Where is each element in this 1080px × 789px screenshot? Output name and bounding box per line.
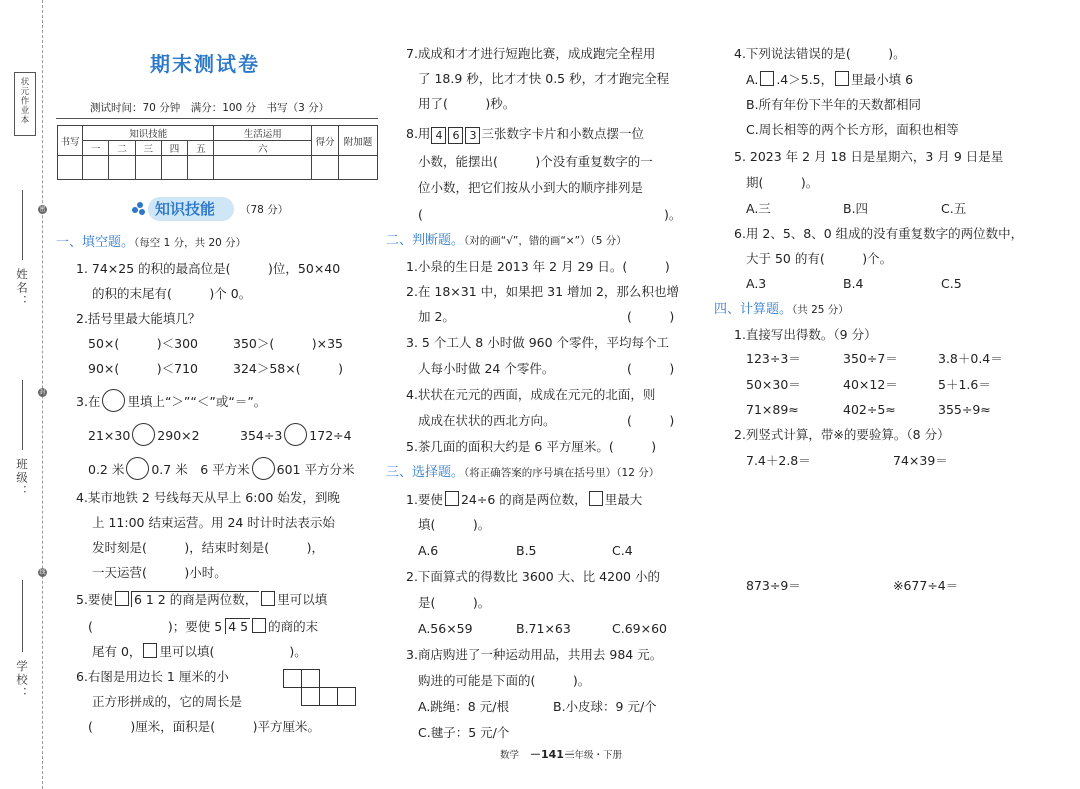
q7-line: 7.成成和才才进行短跑比赛，成成跑完全程用 <box>406 46 656 61</box>
q1-line: 的积的末尾有( )个 0。 <box>92 286 252 301</box>
c1-text: 里最大 <box>604 492 643 507</box>
class-label: 班级： <box>15 458 29 499</box>
choice-option[interactable]: C.周长相等的两个长方形，面积也相等 <box>746 122 959 137</box>
judge-item: 4.状状在元元的西面，成成在元元的北面，则 <box>406 387 656 402</box>
c4-text: 里最小填 6 <box>851 72 914 87</box>
score-total: 得分 <box>312 126 339 156</box>
score-col: 五 <box>188 141 214 156</box>
section-3-note: （将正确答案的序号填在括号里）（12 分） <box>464 467 660 479</box>
score-cell[interactable] <box>214 156 312 180</box>
c4-text: .4＞5.5， <box>776 72 834 87</box>
q5-text: 里可以填( )。 <box>159 644 307 659</box>
choice-option[interactable]: A.56×59 <box>418 621 473 636</box>
q5-line <box>76 591 327 608</box>
school-label: 学校： <box>15 660 29 701</box>
choice-option[interactable]: C.毽子：5 元/个 <box>418 725 510 740</box>
calc-item: 355÷9≈ <box>938 402 991 417</box>
q3-expr: 601 平方分米 <box>276 462 355 477</box>
q5-division: 4 5 <box>225 618 250 634</box>
section-2-title <box>386 233 627 249</box>
test-info: 测试时间：70 分钟 满分：100 分 书写（3 分） <box>90 102 330 114</box>
section-1-note: （每空 1 分，共 20 分） <box>134 237 247 249</box>
choice-item: 是( )。 <box>418 595 491 610</box>
circle-blank[interactable] <box>252 457 275 480</box>
q2-line: 2.括号里最大能填几？ <box>76 311 201 326</box>
section-badge-points: （78 分） <box>240 204 289 216</box>
dots-icon <box>132 202 148 216</box>
calc-item: 50×30＝ <box>746 377 801 392</box>
calc-item: 40×12＝ <box>843 377 898 392</box>
calc-item: ※677÷4＝ <box>893 578 959 593</box>
box-blank[interactable] <box>115 591 129 606</box>
score-knowledge: 知识技能 <box>83 126 214 141</box>
score-cell[interactable] <box>109 156 135 180</box>
calc-heading: 1.直接写出得数。（9 分） <box>734 327 877 342</box>
choice-option[interactable]: B.5 <box>516 543 537 558</box>
name-label: 姓名： <box>15 268 29 309</box>
judge-item: 1.小泉的生日是 2013 年 2 月 29 日。( ) <box>406 259 670 274</box>
score-life: 生活运用 <box>214 126 312 141</box>
section-4-note: （共 25 分） <box>792 304 849 316</box>
choice-option[interactable]: B.71×63 <box>516 621 571 636</box>
choice-item: 6.用 2、5、8、0 组成的没有重复数字的两位数中， <box>734 226 1024 241</box>
q8-text: 三张数字卡片和小数点摆一位 <box>481 126 644 141</box>
q5-line <box>88 618 318 635</box>
q6-line: 正方形拼成的，它的周长是 <box>92 694 243 709</box>
judge-item: 2.在 18×31 中，如果把 31 增加 2，那么积也增 <box>406 284 679 299</box>
c1-text: 24÷6 的商是两位数， <box>460 492 587 507</box>
q3-expr: 354÷3 <box>240 428 283 443</box>
choice-item <box>406 491 642 508</box>
calc-item: 5＋1.6＝ <box>938 377 991 392</box>
q3-line <box>76 389 266 412</box>
q3-expr: 290×2 <box>157 428 200 443</box>
choice-option[interactable] <box>746 71 913 88</box>
q3-expr: 0.2 米 <box>88 462 125 477</box>
score-col: 一 <box>83 141 109 156</box>
calc-heading: 2.列竖式计算，带※的要验算。（8 分） <box>734 427 950 442</box>
score-cell[interactable] <box>135 156 161 180</box>
section-3-title <box>386 465 659 481</box>
q5-text: 5.要使 <box>76 592 113 607</box>
q2-item: 350＞( )×35 <box>233 336 343 351</box>
answer-paren[interactable]: ( ) <box>627 309 675 324</box>
section-4-heading: 四、计算题。 <box>714 302 793 317</box>
answer-paren[interactable]: ( ) <box>627 361 675 376</box>
q7-line: 用了( )秒。 <box>418 96 516 111</box>
section-2-heading: 二、判断题。 <box>386 233 465 248</box>
calc-item: 350÷7＝ <box>843 351 898 366</box>
score-cell[interactable] <box>339 156 378 180</box>
q2-item: 324＞58×( ) <box>233 361 343 376</box>
score-cell[interactable] <box>161 156 187 180</box>
q3-expr: 172÷4 <box>309 428 352 443</box>
q4-line: 发时刻是( )，结束时刻是( )， <box>92 540 325 555</box>
choice-option[interactable]: C.五 <box>941 201 967 216</box>
q3-prefix: 3.在 <box>76 394 101 409</box>
box-blank[interactable] <box>261 591 275 606</box>
judge-item: 人每小时做 24 个零件。 <box>418 361 555 376</box>
q5-text: 里可以填 <box>277 592 328 607</box>
choice-option[interactable]: B.四 <box>843 201 869 216</box>
digit-card: 6 <box>448 127 463 144</box>
q8-paren-close: )。 <box>664 207 682 222</box>
page-number: －141－ <box>530 748 575 761</box>
choice-item: 3.商店购进了一种运动用品，共用去 984 元。 <box>406 647 663 662</box>
q3-item <box>240 423 352 446</box>
q7-line: 了 18.9 秒，比才才快 0.5 秒，才才跑完全程 <box>418 71 670 86</box>
box-blank[interactable] <box>143 643 157 658</box>
circle-blank[interactable] <box>132 423 155 446</box>
box-blank <box>835 71 849 86</box>
box-blank[interactable] <box>252 618 266 633</box>
calc-item: 873÷9＝ <box>746 578 801 593</box>
circle-blank[interactable] <box>284 423 307 446</box>
circle-blank[interactable] <box>102 389 125 412</box>
info-rule <box>56 118 378 119</box>
score-table <box>57 125 378 180</box>
q4-line: 一天运营( )小时。 <box>92 565 227 580</box>
score-col: 三 <box>135 141 161 156</box>
name-line <box>22 190 23 260</box>
choice-item: 期( )。 <box>746 175 819 190</box>
score-cell[interactable] <box>58 156 83 180</box>
page-title: 期末测试卷 <box>150 52 260 76</box>
calc-item: 7.4＋2.8＝ <box>746 453 811 468</box>
c1-text: 1.要使 <box>406 492 443 507</box>
q6-line: 6.右图是用边长 1 厘米的小 <box>76 669 229 684</box>
choice-item: 5. 2023 年 2 月 18 日是星期六，3 月 9 日是星 <box>734 149 1004 164</box>
q3-item <box>88 423 200 446</box>
q2-item: 90×( )＜710 <box>88 361 198 376</box>
choice-option[interactable]: C.69×60 <box>612 621 667 636</box>
q2-item: 50×( )＜300 <box>88 336 198 351</box>
q3-suffix: 里填上“＞”“＜”或“＝”。 <box>127 394 267 409</box>
box-blank[interactable] <box>445 491 459 506</box>
choice-option[interactable]: B.4 <box>843 276 864 291</box>
digit-card: 4 <box>431 127 446 144</box>
score-writing: 书写 <box>58 126 83 156</box>
section-3-heading: 三、选择题。 <box>386 465 465 480</box>
circle-blank[interactable] <box>126 457 149 480</box>
q5-division: 6 1 2 的商是两位数， <box>131 591 259 607</box>
q8-line: 位小数，把它们按从小到大的顺序排列是 <box>418 180 644 195</box>
choice-item: 大于 50 的有( )个。 <box>746 251 893 266</box>
q5-line <box>92 643 307 660</box>
score-cell[interactable] <box>188 156 214 180</box>
q6-line: ( )厘米，面积是( )平方厘米。 <box>88 719 321 734</box>
choice-item: 填( )。 <box>418 517 491 532</box>
school-line <box>22 580 23 652</box>
choice-option[interactable]: C.4 <box>612 543 633 558</box>
score-col: 二 <box>109 141 135 156</box>
choice-option[interactable]: B.小皮球：9 元/个 <box>553 699 657 714</box>
calc-item: 74×39＝ <box>893 453 948 468</box>
q8-line: 小数，能摆出( )个没有重复数字的一 <box>418 154 653 169</box>
section-4-title <box>714 302 849 318</box>
digit-card: 3 <box>465 127 480 144</box>
choice-option[interactable]: B.所有年份下半年的天数都相同 <box>746 97 922 112</box>
choice-option[interactable]: C.5 <box>941 276 962 291</box>
choice-option[interactable]: A.6 <box>418 543 439 558</box>
score-cell[interactable] <box>312 156 339 180</box>
q4-line: 4.某市地铁 2 号线每天从早上 6:00 始发，到晚 <box>76 490 340 505</box>
q8-line <box>406 126 644 144</box>
answer-paren[interactable]: ( ) <box>627 413 675 428</box>
choice-item: 购进的可能是下面的( )。 <box>418 673 591 688</box>
calc-item: 402÷5≈ <box>843 402 896 417</box>
footer-grade: 三年级・下册 <box>565 750 623 761</box>
choice-option[interactable]: A.跳绳：8 元/根 <box>418 699 509 714</box>
score-col: 六 <box>214 141 312 156</box>
section-badge-text: 知识技能 <box>155 200 216 218</box>
choice-item: 2.下面算式的得数比 3600 大、比 4200 小的 <box>406 569 660 584</box>
choice-option[interactable]: A.3 <box>746 276 767 291</box>
seal-mark: 线 <box>39 569 46 576</box>
brand-badge-text: 状元作业本 <box>19 77 29 125</box>
q3-expr: 21×30 <box>88 428 131 443</box>
brand-badge <box>14 72 36 136</box>
box-blank[interactable] <box>589 491 603 506</box>
q8-paren-open: ( <box>418 207 423 222</box>
choice-item: 4.下列说法错误的是( )。 <box>734 46 906 61</box>
box-blank <box>760 71 774 86</box>
calc-item: 71×89≈ <box>746 402 799 417</box>
section-1-heading: 一、填空题。 <box>56 235 135 250</box>
q3-expr: 0.7 米 6 平方米 <box>151 462 250 477</box>
footer-subject: 数学 <box>500 750 520 761</box>
judge-item: 加 2。 <box>418 309 455 324</box>
c4-text: A. <box>746 72 759 87</box>
choice-option[interactable]: A.三 <box>746 201 771 216</box>
q5-text: ( )；要使 5 <box>88 619 223 634</box>
q5-text: 的商的末 <box>268 619 319 634</box>
calc-item: 123÷3＝ <box>746 351 801 366</box>
calc-item: 3.8＋0.4＝ <box>938 351 1003 366</box>
q5-text: 尾有 0， <box>92 644 142 659</box>
section-1-title <box>56 235 246 251</box>
score-col: 四 <box>161 141 187 156</box>
seal-mark: 密 <box>39 206 46 213</box>
judge-item: 5.茶几面的面积大约是 6 平方厘米。( ) <box>406 439 657 454</box>
seal-mark: 封 <box>39 389 46 396</box>
square-figure <box>283 669 355 705</box>
q4-line: 上 11:00 结束运营。用 24 时计时法表示始 <box>92 515 335 530</box>
score-cell[interactable] <box>83 156 109 180</box>
score-bonus: 附加题 <box>339 126 378 156</box>
section-2-note: （对的画“√”，错的画“×”）（5 分） <box>464 235 627 247</box>
judge-item: 3. 5 个工人 8 小时做 960 个零件，平均每个工 <box>406 335 670 350</box>
q8-text: 8.用 <box>406 126 431 141</box>
q3-item <box>88 457 354 480</box>
judge-item: 成成在状状的西北方向。 <box>418 413 556 428</box>
class-line <box>22 380 23 450</box>
q1-line: 1. 74×25 的积的最高位是( )位，50×40 <box>76 261 341 276</box>
